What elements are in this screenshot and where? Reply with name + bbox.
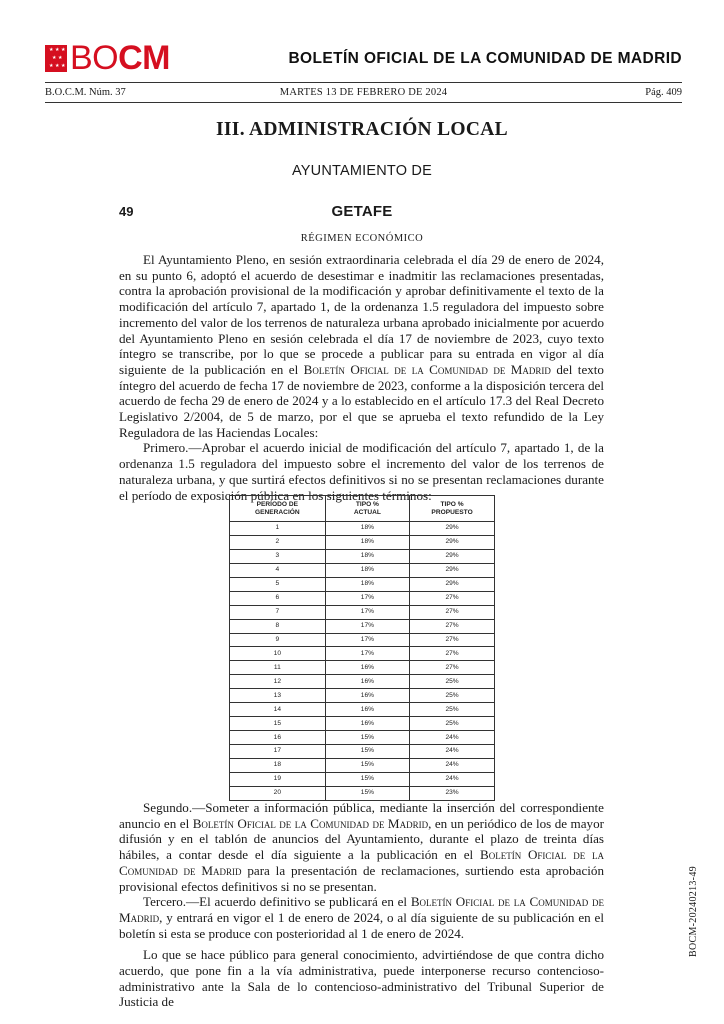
cell-periodo: 4 [230, 563, 326, 577]
cell-tipo-propuesto: 29% [410, 522, 495, 536]
cell-periodo: 17 [230, 745, 326, 759]
cell-periodo: 14 [230, 703, 326, 717]
cell-periodo: 12 [230, 675, 326, 689]
madrid-flag-icon: ★ ★ ★ ★ ★ ★ ★ ★ [45, 45, 67, 72]
municipality-name: GETAFE [331, 203, 393, 220]
cell-tipo-propuesto: 23% [410, 786, 495, 800]
issue-date: MARTES 13 DE FEBRERO DE 2024 [279, 87, 448, 98]
table-row [230, 577, 495, 591]
cell-tipo-actual: 16% [325, 675, 409, 689]
table-row [230, 689, 495, 703]
cell-periodo: 7 [230, 605, 326, 619]
cell-tipo-actual: 15% [325, 745, 409, 759]
table-row [230, 731, 495, 745]
cell-tipo-propuesto: 24% [410, 745, 495, 759]
cell-periodo: 18 [230, 758, 326, 772]
cell-tipo-propuesto: 27% [410, 661, 495, 675]
tercero-paragraph: Tercero.—El acuerdo definitivo se publicará en el Boletín Oficial de la Comunidad de Madrid, y entrará en vigor el 1 de enero de 2024, o al día siguiente de su publicación en el boletín si esta se produce con posterioridad al 1 de enero de 2024. [119, 894, 604, 941]
table-row [230, 703, 495, 717]
cell-tipo-actual: 17% [325, 591, 409, 605]
cell-periodo: 1 [230, 522, 326, 536]
cell-tipo-actual: 18% [325, 563, 409, 577]
primero-paragraph: Primero.—Aprobar el acuerdo inicial de modificación del artículo 7, apartado 1, de la ordenanza 1.5 reguladora del impuesto sobre el incremento del valor de los terrenos de naturaleza urbana, y que surtirá efectos definitivos si no se presentan reclamaciones durante el período de exposición pública en los siguientes términos: [119, 440, 604, 503]
cell-tipo-actual: 17% [325, 633, 409, 647]
table-row [230, 535, 495, 549]
cell-periodo: 5 [230, 577, 326, 591]
header-tipo-actual: TIPO % ACTUAL [325, 496, 409, 522]
cell-periodo: 10 [230, 647, 326, 661]
table-row [230, 786, 495, 800]
table-row [230, 675, 495, 689]
cell-periodo: 11 [230, 661, 326, 675]
bocm-logo [45, 39, 171, 77]
table-row [230, 522, 495, 536]
cell-tipo-propuesto: 27% [410, 591, 495, 605]
closing-paragraph: Lo que se hace público para general conocimiento, advirtiéndose de que contra dicho acuerdo, que pone fin a la vía administrativa, puede interponerse recurso contencioso-administrativo ante la Sala de lo contencioso-administrativo del Tribunal Superior de Justicia de [119, 947, 604, 1010]
cell-tipo-propuesto: 24% [410, 758, 495, 772]
cell-tipo-propuesto: 29% [410, 549, 495, 563]
header-rule-bottom [45, 102, 682, 103]
ayuntamiento-heading: AYUNTAMIENTO DE [292, 163, 432, 179]
table-row [230, 661, 495, 675]
page-number: Pág. 409 [645, 87, 682, 98]
cell-tipo-propuesto: 27% [410, 619, 495, 633]
table-row [230, 717, 495, 731]
cell-tipo-actual: 16% [325, 661, 409, 675]
cell-tipo-actual: 15% [325, 772, 409, 786]
table-row [230, 605, 495, 619]
section-title: III. ADMINISTRACIÓN LOCAL [216, 119, 508, 140]
table-row [230, 591, 495, 605]
table-row [230, 563, 495, 577]
cell-periodo: 16 [230, 731, 326, 745]
cell-tipo-actual: 17% [325, 605, 409, 619]
table-row [230, 647, 495, 661]
cell-tipo-actual: 17% [325, 619, 409, 633]
table-row [230, 549, 495, 563]
cell-tipo-actual: 18% [325, 577, 409, 591]
cell-tipo-actual: 18% [325, 549, 409, 563]
cell-tipo-propuesto: 29% [410, 563, 495, 577]
cell-tipo-propuesto: 25% [410, 703, 495, 717]
table-body [230, 522, 495, 801]
cell-tipo-actual: 18% [325, 535, 409, 549]
entry-number: 49 [119, 204, 134, 219]
cell-periodo: 6 [230, 591, 326, 605]
cell-periodo: 3 [230, 549, 326, 563]
cell-tipo-actual: 16% [325, 717, 409, 731]
document-code: BOCM-20240213-49 [688, 866, 699, 957]
cell-periodo: 2 [230, 535, 326, 549]
cell-tipo-propuesto: 25% [410, 717, 495, 731]
cell-periodo: 8 [230, 619, 326, 633]
cell-tipo-actual: 15% [325, 731, 409, 745]
cell-tipo-propuesto: 29% [410, 577, 495, 591]
cell-tipo-propuesto: 24% [410, 731, 495, 745]
segundo-paragraph: Segundo.—Someter a información pública, mediante la inserción del correspondiente anuncio en el Boletín Oficial de la Comunidad de Madrid, en un periódico de los de mayor difusión y en el tablón de anuncios del Ayuntamiento, durante el plazo de treinta días hábiles, a contar desde el día siguiente a la publicación en el Boletín Oficial de la Comunidad de Madrid para la presentación de reclamaciones, surtiendo esta aprobación provisional efectos definitivos si no se presentan. [119, 800, 605, 894]
intro-text-block [119, 252, 604, 503]
tax-rates-table [229, 495, 495, 801]
cell-tipo-actual: 16% [325, 703, 409, 717]
closing-text-block [119, 800, 604, 1010]
cell-periodo: 9 [230, 633, 326, 647]
cell-tipo-actual: 16% [325, 689, 409, 703]
table-row [230, 619, 495, 633]
header-tipo-propuesto: TIPO % PROPUESTO [410, 496, 495, 522]
cell-tipo-propuesto: 25% [410, 689, 495, 703]
header-periodo: PERÍODO DE GENERACIÓN [230, 496, 326, 522]
cell-tipo-actual: 15% [325, 786, 409, 800]
side-reference [688, 842, 702, 957]
cell-periodo: 19 [230, 772, 326, 786]
cell-tipo-propuesto: 25% [410, 675, 495, 689]
cell-tipo-propuesto: 27% [410, 633, 495, 647]
cell-tipo-propuesto: 27% [410, 605, 495, 619]
table-header-row [230, 496, 495, 522]
cell-periodo: 13 [230, 689, 326, 703]
intro-paragraph: El Ayuntamiento Pleno, en sesión extraordinaria celebrada el día 29 de enero de 2024, en su punto 6, adoptó el acuerdo de desestimar e inadmitir las reclamaciones presentadas, contra la aprobación provisional de la modificación y aprobar definitivamente el texto de la modificación del artículo 7, apartado 1, de la ordenanza 1.5 reguladora del impuesto sobre incremento del valor de los terrenos de naturaleza urbana aprobado inicialmente por acuerdo del Ayuntamiento Pleno en sesión celebrada el día 17 de noviembre de 2023, cuyo texto íntegro se transcribe, por lo que se procede a publicar para su entrada en vigor al día siguiente de la publicación en el Boletín Oficial de la Comunidad de Madrid del texto íntegro del acuerdo de fecha 17 de noviembre de 2023, conforme a la disposición tercera del acuerdo de fecha 29 de enero de 2024 y a lo establecido en el artículo 17.3 del Real Decreto Legislativo 2/2004, de 5 de marzo, por el que se aprueba el texto refundido de la Ley Reguladora de las Haciendas Locales: [119, 252, 604, 440]
cell-periodo: 15 [230, 717, 326, 731]
subject-heading: RÉGIMEN ECONÓMICO [300, 233, 424, 244]
header-rule-top [45, 82, 682, 83]
table-row [230, 633, 495, 647]
logo-wordmark: BOCM [70, 39, 171, 77]
table-row [230, 745, 495, 759]
cell-tipo-actual: 17% [325, 647, 409, 661]
bulletin-number: B.O.C.M. Núm. 37 [45, 87, 126, 98]
cell-tipo-propuesto: 29% [410, 535, 495, 549]
issue-info-row [45, 86, 682, 100]
table-row [230, 758, 495, 772]
table-row [230, 772, 495, 786]
masthead-title: BOLETÍN OFICIAL DE LA COMUNIDAD DE MADRID [288, 50, 682, 67]
cell-tipo-propuesto: 24% [410, 772, 495, 786]
cell-tipo-actual: 18% [325, 522, 409, 536]
cell-tipo-actual: 15% [325, 758, 409, 772]
cell-periodo: 20 [230, 786, 326, 800]
cell-tipo-propuesto: 27% [410, 647, 495, 661]
